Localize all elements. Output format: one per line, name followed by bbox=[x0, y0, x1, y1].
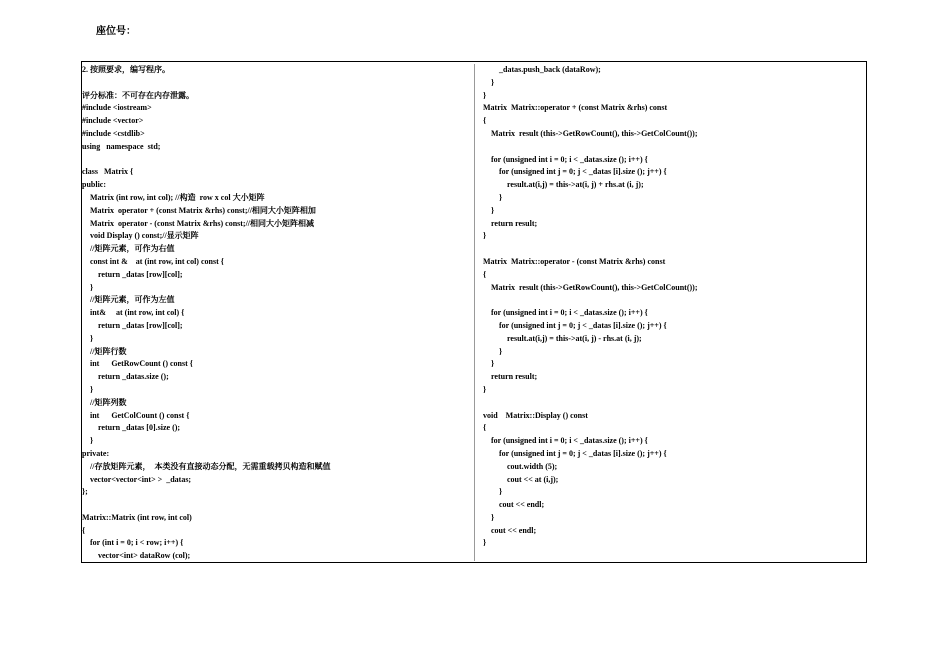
code-line: } bbox=[483, 384, 487, 394]
code-line: //矩阵元素，可作为右值 bbox=[82, 244, 175, 254]
code-line: { bbox=[82, 525, 86, 535]
code-line: } bbox=[483, 77, 495, 87]
code-line: //存放矩阵元素， 本类没有直接动态分配，无需重载拷贝构造和赋值 bbox=[82, 461, 331, 471]
code-line bbox=[82, 77, 470, 90]
code-line: #include <vector> bbox=[82, 116, 144, 126]
code-line: //矩阵行数 bbox=[82, 346, 127, 356]
code-line: return _datas [row][col]; bbox=[82, 320, 183, 330]
code-line bbox=[483, 397, 863, 410]
code-line: public: bbox=[82, 180, 107, 190]
code-line bbox=[483, 243, 863, 256]
code-line: { bbox=[483, 116, 487, 126]
code-line: for (unsigned int i = 0; i < _datas.size (); i++) { bbox=[483, 308, 648, 318]
code-line: private: bbox=[82, 448, 110, 458]
code-line: Matrix::Matrix (int row, int col) bbox=[82, 512, 192, 522]
code-line: cout << at (i,j); bbox=[483, 474, 559, 484]
code-line: return _datas.size (); bbox=[82, 372, 169, 382]
code-line: Matrix result (this->GetRowCount(), this->GetColCount()); bbox=[483, 128, 698, 138]
code-line: _datas.push_back (dataRow); bbox=[483, 65, 601, 74]
code-line: using namespace std; bbox=[82, 141, 161, 151]
code-line: #include <iostream> bbox=[82, 103, 152, 113]
code-line: } bbox=[483, 90, 487, 100]
code-line: { bbox=[483, 423, 487, 433]
code-line: } bbox=[483, 205, 495, 215]
code-line: //矩阵元素，可作为左值 bbox=[82, 295, 175, 305]
code-line: vector<vector<int> > _datas; bbox=[82, 474, 192, 484]
code-line: void Matrix::Display () const bbox=[483, 410, 588, 420]
code-line: for (unsigned int j = 0; j < _datas [i].size (); j++) { bbox=[483, 167, 667, 177]
code-line bbox=[483, 294, 863, 307]
code-line: result.at(i,j) = this->at(i, j) - rhs.at (i, j); bbox=[483, 333, 642, 343]
code-line: } bbox=[483, 192, 503, 202]
code-line: cout << endl; bbox=[483, 500, 545, 510]
code-line: cout.width (5); bbox=[483, 461, 558, 471]
code-line: cout << endl; bbox=[483, 525, 537, 535]
code-line: for (unsigned int j = 0; j < _datas [i].size (); j++) { bbox=[483, 448, 667, 458]
code-line: Matrix operator - (const Matrix &rhs) const;//相同大小矩阵相减 bbox=[82, 218, 315, 228]
code-line: class Matrix { bbox=[82, 167, 134, 177]
code-line: for (unsigned int i = 0; i < _datas.size (); i++) { bbox=[483, 154, 648, 164]
code-line: //矩阵列数 bbox=[82, 397, 127, 407]
code-column-left bbox=[82, 64, 470, 563]
code-line: result.at(i,j) = this->at(i, j) + rhs.at (i, j); bbox=[483, 180, 644, 190]
code-line: return _datas [0].size (); bbox=[82, 423, 181, 433]
code-line: return result; bbox=[483, 218, 538, 228]
code-line: for (int i = 0; i < row; i++) { bbox=[82, 538, 184, 548]
code-line: for (unsigned int i = 0; i < _datas.size (); i++) { bbox=[483, 436, 648, 446]
code-line: } bbox=[483, 487, 503, 497]
code-line: Matrix result (this->GetRowCount(), this->GetColCount()); bbox=[483, 282, 698, 292]
code-line: int& at (int row, int col) { bbox=[82, 308, 185, 318]
code-line: return result; bbox=[483, 372, 538, 382]
seat-number-label: 座位号： bbox=[96, 26, 136, 37]
code-line: } bbox=[483, 359, 495, 369]
code-line: return _datas [row][col]; bbox=[82, 269, 183, 279]
code-line: } bbox=[483, 512, 495, 522]
column-divider bbox=[474, 64, 475, 561]
code-line: } bbox=[483, 346, 503, 356]
code-line bbox=[483, 141, 863, 154]
code-line bbox=[82, 499, 470, 512]
code-line: } bbox=[82, 436, 94, 446]
code-line: } bbox=[82, 333, 94, 343]
code-line: } bbox=[483, 538, 487, 548]
code-line: void Display () const;//显示矩阵 bbox=[82, 231, 199, 241]
code-line: const int & at (int row, int col) const { bbox=[82, 256, 224, 266]
code-line: Matrix (int row, int col); //构造 row x col 大小矩阵 bbox=[82, 192, 265, 202]
code-line: vector<int> dataRow (col); bbox=[82, 551, 191, 561]
code-line bbox=[82, 154, 470, 167]
code-line: int GetRowCount () const { bbox=[82, 359, 193, 369]
code-line: { bbox=[483, 269, 487, 279]
code-line: } bbox=[483, 231, 487, 241]
code-line: #include <cstdlib> bbox=[82, 128, 145, 138]
code-column-right bbox=[483, 64, 863, 550]
code-line: for (unsigned int j = 0; j < _datas [i].size (); j++) { bbox=[483, 320, 667, 330]
code-line: } bbox=[82, 282, 94, 292]
code-line: Matrix Matrix::operator + (const Matrix &rhs) const bbox=[483, 103, 668, 113]
code-line: 2. 按照要求，编写程序。 bbox=[82, 65, 170, 74]
code-line: } bbox=[82, 384, 94, 394]
code-line: int GetColCount () const { bbox=[82, 410, 190, 420]
code-line: }; bbox=[82, 487, 88, 497]
code-line: Matrix Matrix::operator - (const Matrix &rhs) const bbox=[483, 256, 666, 266]
code-line: Matrix operator + (const Matrix &rhs) const;//相同大小矩阵相加 bbox=[82, 205, 316, 215]
code-line: 评分标准：不可存在内存泄露。 bbox=[82, 90, 194, 100]
